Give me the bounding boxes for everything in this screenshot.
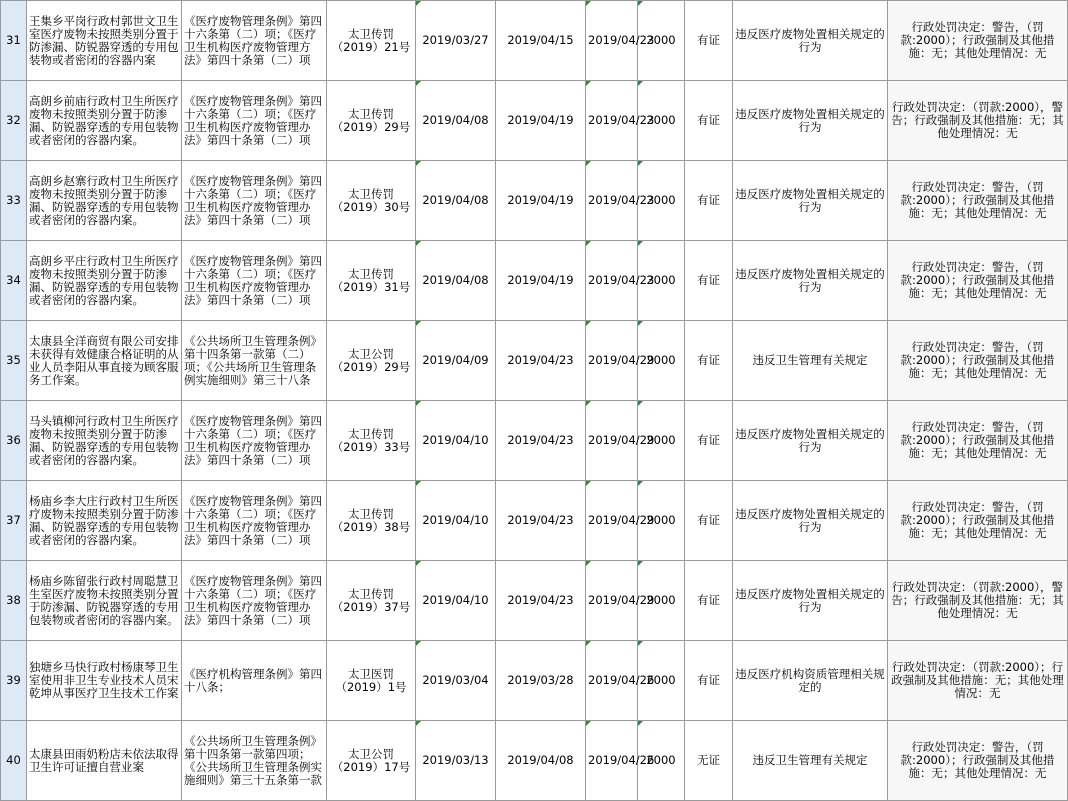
basis-text: 《医疗废物管理条例》第四十六条第（二）项；《医疗卫生机构医疗废物管理办法》第四十条第（二）项 [184,253,322,307]
violation-type-cell[interactable] [733,1,888,81]
date3-text: 2019/04/23 [588,193,655,207]
legal-basis-cell[interactable] [182,561,327,641]
document-number-cell[interactable] [327,1,416,81]
penalty-result-cell[interactable] [888,481,1068,561]
cert-text: 无证 [697,753,720,767]
type-text: 违反卫生管理有关规定 [752,353,868,367]
table-row[interactable] [1,481,1068,561]
cause-text: 高朗乡赵寨行政村卫生所医疗废物未按照类别分置于防渗漏、防锐器穿透的专用包装物或者密闭的容器内案。 [29,173,179,227]
decision-date-cell[interactable] [496,81,586,161]
case-name-cell[interactable] [27,321,182,401]
license-status-cell[interactable] [685,241,733,321]
doc-text: 太卫传罚（2019）21号 [331,26,411,54]
row-header[interactable] [1,561,27,641]
table-row[interactable] [1,561,1068,641]
license-status-cell[interactable] [685,81,733,161]
amount-text: 2000 [646,273,676,287]
date3-text: 2019/04/23 [588,273,655,287]
row-header[interactable] [1,641,27,721]
table-row[interactable] [1,81,1068,161]
cause-text: 独塘乡马快行政村杨康琴卫生室使用非卫生专业技术人员宋乾坤从事医疗卫生技术工作案 [29,660,179,700]
doc-text: 太卫传罚（2019）37号 [331,586,411,614]
amount-text: 2000 [646,113,676,127]
amount-text: 2000 [646,513,676,527]
cause-text: 杨庙乡李大庄行政村卫生所医疗废物未按照类别分置于防渗漏、防锐器穿透的专用包装物或者密闭的容器内案。 [29,493,179,547]
legal-basis-cell[interactable] [182,321,327,401]
case-name-cell[interactable] [27,561,182,641]
violation-type-cell[interactable] [733,161,888,241]
date3-text: 2019/04/29 [588,433,655,447]
violation-type-cell[interactable] [733,81,888,161]
table-row[interactable] [1,241,1068,321]
table-row[interactable] [1,161,1068,241]
cert-text: 有证 [697,33,720,47]
type-text: 违反医疗废物处置相关规定的行为 [735,506,885,534]
basis-text: 《医疗废物管理条例》第四十六条第（二）项；《医疗卫生机构医疗废物管理办法》第四十条第（二）项 [184,493,322,547]
date1-text: 2019/04/10 [422,593,489,607]
date1-text: 2019/03/27 [422,33,489,47]
table-row[interactable] [1,321,1068,401]
date1-text: 2019/04/08 [422,113,489,127]
decision-date-cell[interactable] [496,1,586,81]
filing-date-cell[interactable] [416,401,496,481]
amount-text: 2000 [646,593,676,607]
filing-date-cell[interactable] [416,241,496,321]
fine-amount-cell[interactable] [638,721,685,801]
row-header[interactable] [1,401,27,481]
date3-text: 2019/04/29 [588,353,655,367]
decision-date-cell[interactable] [496,641,586,721]
penalty-result-cell[interactable] [888,401,1068,481]
result-text: 行政处罚决定：警告，（罚款:2000）；行政强制及其他措施：无；其他处理情况：无 [900,500,1055,540]
date1-text: 2019/04/08 [422,193,489,207]
legal-basis-cell[interactable] [182,721,327,801]
cause-text: 太康县全洋商贸有限公司安排未获得有效健康合格证明的从业人员李阳从事直接为顾客服务工作案。 [29,333,179,387]
result-text: 行政处罚决定：（罚款:2000），警告；行政强制及其他措施：无；其他处理情况：无 [891,100,1064,140]
violation-type-cell[interactable] [733,561,888,641]
legal-basis-cell[interactable] [182,241,327,321]
penalty-result-cell[interactable] [888,161,1068,241]
filing-date-cell[interactable] [416,561,496,641]
date1-text: 2019/04/10 [422,513,489,527]
violation-type-cell[interactable] [733,721,888,801]
num-text: 40 [6,753,21,767]
violation-type-cell[interactable] [733,321,888,401]
result-text: 行政处罚决定：（罚款:2000），警告；行政强制及其他措施：无；其他处理情况：无 [891,580,1064,620]
publish-date-cell[interactable] [586,81,655,161]
result-text: 行政处罚决定：警告，（罚款:2000）；行政强制及其他措施：无；其他处理情况：无 [900,740,1055,780]
penalty-result-cell[interactable] [888,641,1068,721]
case-name-cell[interactable] [27,641,182,721]
date3-text: 2019/04/23 [588,113,655,127]
publish-date-cell[interactable] [586,241,655,321]
fine-amount-cell[interactable] [638,81,685,161]
fine-amount-cell[interactable] [638,241,685,321]
document-number-cell[interactable] [327,481,416,561]
basis-text: 《公共场所卫生管理条例》第十四条第一款第四项；《公共场所卫生管理条例实施细则》第三十五条第一款 [184,733,322,787]
license-status-cell[interactable] [685,641,733,721]
num-text: 34 [6,273,21,287]
cert-text: 有证 [697,113,720,127]
type-text: 违反医疗废物处置相关规定的行为 [735,586,885,614]
filing-date-cell[interactable] [416,481,496,561]
result-text: 行政处罚决定：警告，（罚款:2000）；行政强制及其他措施：无；其他处理情况：无 [900,260,1055,300]
date2-text: 2019/04/19 [507,193,574,207]
num-text: 37 [6,513,21,527]
num-text: 36 [6,433,21,447]
license-status-cell[interactable] [685,721,733,801]
result-text: 行政处罚决定：警告，（罚款:2000）；行政强制及其他措施：无；其他处理情况：无 [900,420,1055,460]
penalty-result-cell[interactable] [888,721,1068,801]
basis-text: 《医疗废物管理条例》第四十六条第（二）项；《医疗卫生机构医疗废物管理办法》第四十条第（二）项 [184,173,322,227]
fine-amount-cell[interactable] [638,641,685,721]
violation-type-cell[interactable] [733,401,888,481]
document-number-cell[interactable] [327,81,416,161]
penalty-result-cell[interactable] [888,1,1068,81]
table-row[interactable] [1,1,1068,81]
date2-text: 2019/04/15 [507,33,574,47]
decision-date-cell[interactable] [496,721,586,801]
num-text: 31 [6,33,21,47]
type-text: 违反医疗废物处置相关规定的行为 [735,26,885,54]
result-text: 行政处罚决定：警告，（罚款:2000）；行政强制及其他措施：无；其他处理情况：无 [900,180,1055,220]
doc-text: 太卫医罚（2019）1号 [335,666,407,694]
decision-date-cell[interactable] [496,161,586,241]
violation-type-cell[interactable] [733,641,888,721]
doc-text: 太卫公罚（2019）29号 [331,346,411,374]
row-header[interactable] [1,161,27,241]
doc-text: 太卫公罚（2019）17号 [331,746,411,774]
grid-body [1,1,1068,801]
type-text: 违反医疗废物处置相关规定的行为 [735,106,885,134]
table-row[interactable] [1,401,1068,481]
penalty-result-cell[interactable] [888,561,1068,641]
document-number-cell[interactable] [327,721,416,801]
row-header[interactable] [1,321,27,401]
type-text: 违反医疗废物处置相关规定的行为 [735,186,885,214]
result-text: 行政处罚决定：警告，（罚款:2000）；行政强制及其他措施：无；其他处理情况：无 [900,340,1055,380]
basis-text: 《医疗废物管理条例》第四十六条第（二）项；《医疗卫生机构医疗废物管理办法》第四十条第（二）项 [184,93,322,147]
row-header[interactable] [1,241,27,321]
num-text: 33 [6,193,21,207]
fine-amount-cell[interactable] [638,1,685,81]
document-number-cell[interactable] [327,401,416,481]
cause-text: 马头镇柳河行政村卫生所医疗废物未按照类别分置于防渗漏、防锐器穿透的专用包装物或者密闭的容器内案。 [29,413,179,467]
publish-date-cell[interactable] [586,561,655,641]
case-name-cell[interactable] [27,81,182,161]
publish-date-cell[interactable] [586,1,655,81]
cert-text: 有证 [697,433,720,447]
type-text: 违反医疗机构资质管理相关规定的 [735,666,885,694]
date2-text: 2019/04/23 [507,513,574,527]
date1-text: 2019/03/13 [422,753,489,767]
basis-text: 《医疗废物管理条例》第四十六条第（二）项；《医疗卫生机构医疗废物管理方法》第四十条第（二）项 [184,13,322,67]
license-status-cell[interactable] [685,321,733,401]
decision-date-cell[interactable] [496,321,586,401]
type-text: 违反卫生管理有关规定 [752,753,868,767]
row-header[interactable] [1,481,27,561]
basis-text: 《医疗废物管理条例》第四十六条第（二）项；《医疗卫生机构医疗废物管理办法》第四十条第（二）项 [184,573,322,627]
fine-amount-cell[interactable] [638,401,685,481]
publish-date-cell[interactable] [586,641,655,721]
basis-text: 《公共场所卫生管理条例》第十四条第一款第（二）项；《公共场所卫生管理条例实施细则》第三十八条 [184,333,322,387]
case-name-cell[interactable] [27,1,182,81]
doc-text: 太卫传罚（2019）31号 [331,266,411,294]
date3-text: 2019/04/26 [588,753,655,767]
row-header[interactable] [1,1,27,81]
num-text: 38 [6,593,21,607]
date2-text: 2019/04/19 [507,273,574,287]
case-name-cell[interactable] [27,401,182,481]
date1-text: 2019/04/09 [422,353,489,367]
doc-text: 太卫传罚（2019）33号 [331,426,411,454]
legal-basis-cell[interactable] [182,641,327,721]
filing-date-cell[interactable] [416,161,496,241]
license-status-cell[interactable] [685,481,733,561]
table-row[interactable] [1,641,1068,721]
fine-amount-cell[interactable] [638,321,685,401]
result-text: 行政处罚决定：警告，（罚款:2000）；行政强制及其他措施：无；其他处理情况：无 [900,20,1055,60]
date3-text: 2019/04/23 [588,33,655,47]
num-text: 32 [6,113,21,127]
license-status-cell[interactable] [685,161,733,241]
filing-date-cell[interactable] [416,1,496,81]
num-text: 35 [6,353,21,367]
date3-text: 2019/04/29 [588,593,655,607]
num-text: 39 [6,673,21,687]
decision-date-cell[interactable] [496,401,586,481]
license-status-cell[interactable] [685,561,733,641]
cause-text: 太康县田雨奶粉店未依法取得卫生许可证擅自营业案 [29,746,179,774]
date2-text: 2019/04/08 [507,753,574,767]
document-number-cell[interactable] [327,161,416,241]
basis-text: 《医疗机构管理条例》第四十八条； [184,666,322,694]
fine-amount-cell[interactable] [638,561,685,641]
row-header[interactable] [1,81,27,161]
cert-text: 有证 [697,593,720,607]
legal-basis-cell[interactable] [182,161,327,241]
case-name-cell[interactable] [27,161,182,241]
date3-text: 2019/04/29 [588,513,655,527]
doc-text: 太卫传罚（2019）38号 [331,506,411,534]
basis-text: 《医疗废物管理条例》第四十六条第（二）项；《医疗卫生机构医疗废物管理办法》第四十条第（二）项 [184,413,322,467]
cause-text: 高朗乡平庄行政村卫生所医疗废物未按照类别分置于防渗漏、防锐器穿透的专用包装物或者密闭的容器内案。 [29,253,179,307]
date2-text: 2019/03/28 [507,673,574,687]
license-status-cell[interactable] [685,401,733,481]
decision-date-cell[interactable] [496,561,586,641]
filing-date-cell[interactable] [416,321,496,401]
violation-type-cell[interactable] [733,241,888,321]
decision-date-cell[interactable] [496,241,586,321]
result-text: 行政处罚决定：（罚款:2000）；行政强制及其他措施：无；其他处理情况：无 [891,660,1064,700]
amount-text: 2000 [646,433,676,447]
date2-text: 2019/04/23 [507,593,574,607]
cert-text: 有证 [697,353,720,367]
table-row[interactable] [1,721,1068,801]
type-text: 违反医疗废物处置相关规定的行为 [735,426,885,454]
publish-date-cell[interactable] [586,321,655,401]
legal-basis-cell[interactable] [182,1,327,81]
penalty-result-cell[interactable] [888,241,1068,321]
penalty-result-cell[interactable] [888,321,1068,401]
case-name-cell[interactable] [27,241,182,321]
publish-date-cell[interactable] [586,721,655,801]
license-status-cell[interactable] [685,1,733,81]
doc-text: 太卫传罚（2019）30号 [331,186,411,214]
cert-text: 有证 [697,193,720,207]
doc-text: 太卫传罚（2019）29号 [331,106,411,134]
fine-amount-cell[interactable] [638,161,685,241]
date1-text: 2019/04/10 [422,433,489,447]
document-number-cell[interactable] [327,321,416,401]
amount-text: 2000 [646,193,676,207]
cert-text: 有证 [697,513,720,527]
document-number-cell[interactable] [327,641,416,721]
amount-text: 2000 [646,673,676,687]
document-number-cell[interactable] [327,241,416,321]
date3-text: 2019/04/26 [588,673,655,687]
date1-text: 2019/03/04 [422,673,489,687]
date2-text: 2019/04/23 [507,433,574,447]
date1-text: 2019/04/08 [422,273,489,287]
legal-basis-cell[interactable] [182,81,327,161]
amount-text: 2000 [646,753,676,767]
amount-text: 2000 [646,33,676,47]
cause-text: 王集乡平岗行政村郭世文卫生室医疗废物未按照类别分置于防渗漏、防锐器穿透的专用包装物或者密闭的容器内案 [29,13,179,67]
filing-date-cell[interactable] [416,641,496,721]
cause-text: 杨庙乡陈留张行政村周聪慧卫生室医疗废物未按照类别分置于防渗漏、防锐器穿透的专用包装物或者密闭的容器内案。 [29,573,179,627]
publish-date-cell[interactable] [586,401,655,481]
legal-basis-cell[interactable] [182,401,327,481]
violation-type-cell[interactable] [733,481,888,561]
filing-date-cell[interactable] [416,81,496,161]
document-number-cell[interactable] [327,561,416,641]
cause-text: 高朗乡前庙行政村卫生所医疗废物未按照类别分置于防渗漏、防锐器穿透的专用包装物或者密闭的容器内案。 [29,93,179,147]
publish-date-cell[interactable] [586,481,655,561]
legal-basis-cell[interactable] [182,481,327,561]
case-name-cell[interactable] [27,481,182,561]
type-text: 违反医疗废物处置相关规定的行为 [735,266,885,294]
row-header[interactable] [1,721,27,801]
decision-date-cell[interactable] [496,481,586,561]
date2-text: 2019/04/19 [507,113,574,127]
date2-text: 2019/04/23 [507,353,574,367]
penalty-result-cell[interactable] [888,81,1068,161]
filing-date-cell[interactable] [416,721,496,801]
amount-text: 2000 [646,353,676,367]
case-name-cell[interactable] [27,721,182,801]
publish-date-cell[interactable] [586,161,655,241]
cert-text: 有证 [697,273,720,287]
fine-amount-cell[interactable] [638,481,685,561]
cert-text: 有证 [697,673,720,687]
